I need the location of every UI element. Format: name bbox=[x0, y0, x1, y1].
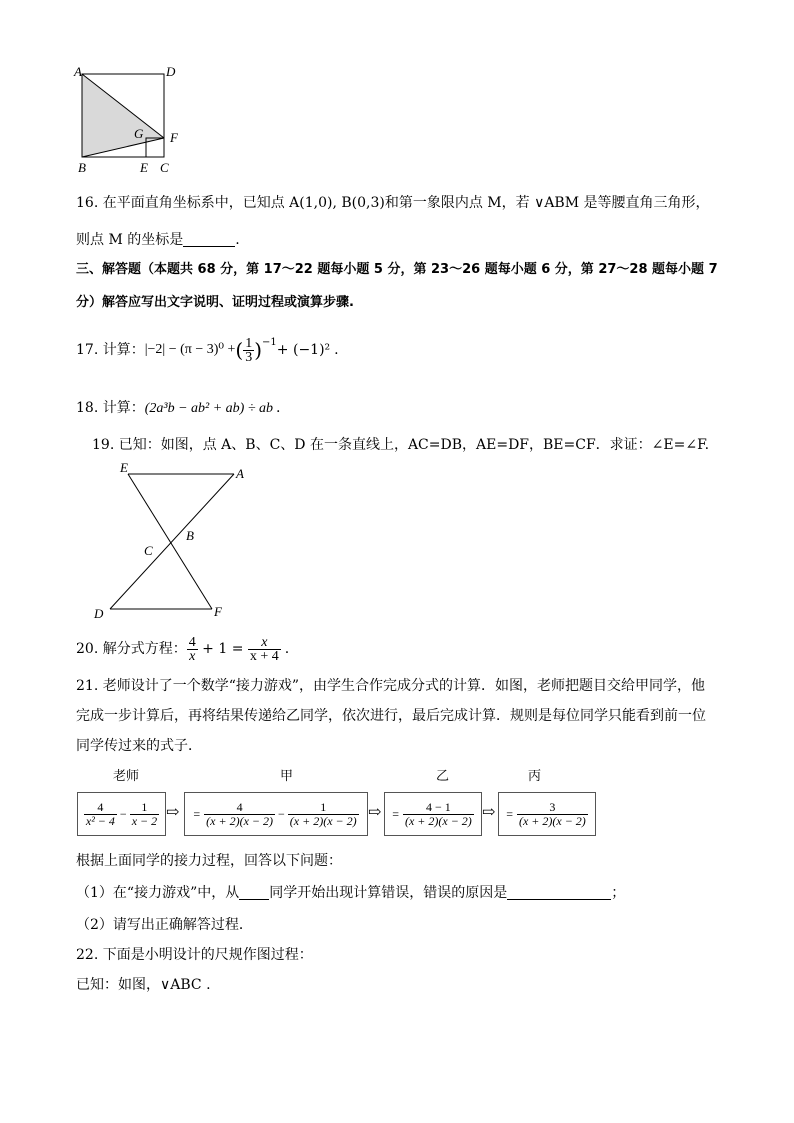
q21-line1: 21. 老师设计了一个数学“接力游戏”，由学生合作完成分式的计算．如图，老师把题目交给甲同学，他 bbox=[76, 678, 706, 694]
label-b: B bbox=[78, 160, 86, 175]
relay-arrow-1: ⇨ bbox=[166, 802, 180, 821]
teacher-d1: x² − 4 bbox=[85, 813, 115, 828]
q19-text: 19. 已知：如图，点 A、B、C、D 在一条直线上，AC=DB，AE=DF，BE=CF．求证：∠E=∠F. bbox=[92, 437, 710, 453]
q21-line4: 根据上面同学的接力过程，回答以下问题： bbox=[76, 853, 342, 869]
label-a: A bbox=[236, 466, 244, 481]
label-a: A bbox=[74, 64, 82, 79]
q20-f1-den: x bbox=[189, 648, 196, 664]
yi-frac bbox=[403, 801, 474, 828]
q17-expr-b: + (−1)² bbox=[276, 342, 331, 358]
bing-eq: = bbox=[506, 806, 513, 821]
q20-f2-den: x + 4 bbox=[249, 648, 279, 664]
q17-expr-a: |−2| − (π − 3)⁰ + bbox=[144, 342, 236, 357]
relay-name-teacher: 老师 bbox=[113, 769, 140, 784]
q20-fraction-2 bbox=[248, 636, 281, 663]
teacher-op: − bbox=[119, 806, 127, 821]
q18 bbox=[76, 399, 280, 418]
q21-part1-a: （1）在“接力游戏”中，从 bbox=[76, 885, 240, 901]
jia-op: − bbox=[278, 806, 285, 821]
q21-line2: 完成一步计算后，再将结果传递给乙同学，依次进行，最后完成计算．规则是每位同学只能看到前一位 bbox=[76, 708, 706, 724]
teacher-frac-2 bbox=[130, 801, 159, 828]
q16-line2 bbox=[76, 231, 240, 249]
teacher-d2: x − 2 bbox=[131, 813, 158, 828]
q16-line2-text: 则点 M 的坐标是 bbox=[76, 232, 184, 248]
teacher-frac-1 bbox=[84, 801, 117, 828]
yi-n1: 4 − 1 bbox=[403, 801, 474, 815]
q20-f2-num: x bbox=[248, 636, 281, 650]
q21-part2: （2）请写出正确解答过程． bbox=[76, 917, 253, 933]
q17-fraction bbox=[243, 337, 254, 364]
label-g: G bbox=[134, 126, 144, 141]
relay-box-bing bbox=[498, 792, 596, 836]
label-d: D bbox=[166, 64, 176, 79]
q21-part1-b: 同学开始出现计算错误，错误的原因是 bbox=[269, 885, 508, 901]
q17 bbox=[76, 332, 339, 368]
label-b: B bbox=[186, 528, 194, 543]
q21-part1-c: ； bbox=[611, 885, 626, 901]
label-c: C bbox=[144, 543, 153, 558]
label-c: C bbox=[160, 160, 169, 175]
section3-line1: 三、解答题（本题共 68 分，第 17～22 题每小题 5 分，第 23～26 题每小题 6 分，第 27～28 题每小题 7 bbox=[76, 262, 718, 277]
q20-prefix: 20. 解分式方程： bbox=[76, 641, 187, 657]
q18-prefix: 18. 计算： bbox=[76, 400, 145, 416]
q20 bbox=[76, 632, 289, 666]
q16-line1: 16. 在平面直角坐标系中，已知点 A(1,0), B(0,3)和第一象限内点 M，若 ∨ABM 是等腰直角三角形， bbox=[76, 195, 710, 211]
relay-name-yi: 乙 bbox=[436, 769, 450, 784]
q22-line2: 已知：如图，∨ABC . bbox=[76, 977, 211, 993]
relay-name-jia: 甲 bbox=[280, 769, 294, 784]
label-e: E bbox=[140, 160, 148, 175]
cross-figure bbox=[88, 460, 248, 625]
q20-suffix: . bbox=[284, 641, 290, 657]
q20-fraction-1 bbox=[187, 636, 198, 663]
q16-line2-end: . bbox=[235, 232, 240, 248]
q18-expr: (2a³b − ab² + ab) ÷ ab bbox=[144, 401, 274, 416]
relay-box-teacher bbox=[77, 792, 166, 836]
answer-blank bbox=[183, 232, 235, 247]
label-e: E bbox=[120, 460, 128, 475]
yi-eq: = bbox=[392, 806, 399, 821]
jia-d2: (x + 2)(x − 2) bbox=[289, 813, 357, 828]
section3-line2: 分）解答应写出文字说明、证明过程或演算步骤. bbox=[76, 295, 354, 310]
q20-f1-num: 4 bbox=[188, 634, 196, 650]
q17-paren-open: ( bbox=[235, 338, 244, 362]
square-figure bbox=[70, 62, 190, 178]
q20-middle: + 1 = bbox=[197, 641, 248, 657]
jia-d1: (x + 2)(x − 2) bbox=[206, 813, 273, 828]
q17-suffix: . bbox=[334, 342, 339, 358]
q17-frac-den: 3 bbox=[245, 349, 253, 365]
q21-line3: 同学传过来的式子． bbox=[76, 738, 202, 754]
relay-arrow-2: ⇨ bbox=[368, 802, 382, 821]
q17-exponent: −1 bbox=[262, 337, 277, 348]
jia-n2: 1 bbox=[288, 801, 359, 815]
q22-line1: 22. 下面是小明设计的尺规作图过程： bbox=[76, 947, 313, 963]
bing-n1: 3 bbox=[517, 801, 588, 815]
teacher-n2: 1 bbox=[130, 801, 159, 815]
q17-frac-num: 1 bbox=[245, 335, 253, 351]
answer-blank-2 bbox=[507, 885, 611, 900]
jia-n1: 4 bbox=[204, 801, 275, 815]
yi-d1: (x + 2)(x − 2) bbox=[404, 813, 472, 828]
q21-part1 bbox=[76, 884, 625, 902]
relay-box-jia bbox=[184, 792, 368, 836]
cross-diagram bbox=[88, 460, 248, 625]
q17-prefix: 17. 计算： bbox=[76, 342, 145, 358]
q17-paren-close: ) bbox=[254, 338, 263, 362]
bing-d1: (x + 2)(x − 2) bbox=[518, 813, 586, 828]
relay-arrow-3: ⇨ bbox=[482, 802, 496, 821]
bing-frac bbox=[517, 801, 588, 828]
label-f: F bbox=[214, 604, 222, 619]
jia-frac-1 bbox=[204, 801, 275, 828]
answer-blank-1 bbox=[239, 885, 269, 900]
label-f: F bbox=[170, 130, 178, 145]
relay-box-yi bbox=[384, 792, 482, 836]
teacher-n1: 4 bbox=[84, 801, 117, 815]
jia-eq: = bbox=[193, 806, 201, 821]
q18-suffix: . bbox=[276, 400, 281, 416]
label-d: D bbox=[94, 606, 104, 621]
jia-frac-2 bbox=[288, 801, 359, 828]
relay-name-bing: 丙 bbox=[528, 769, 542, 784]
